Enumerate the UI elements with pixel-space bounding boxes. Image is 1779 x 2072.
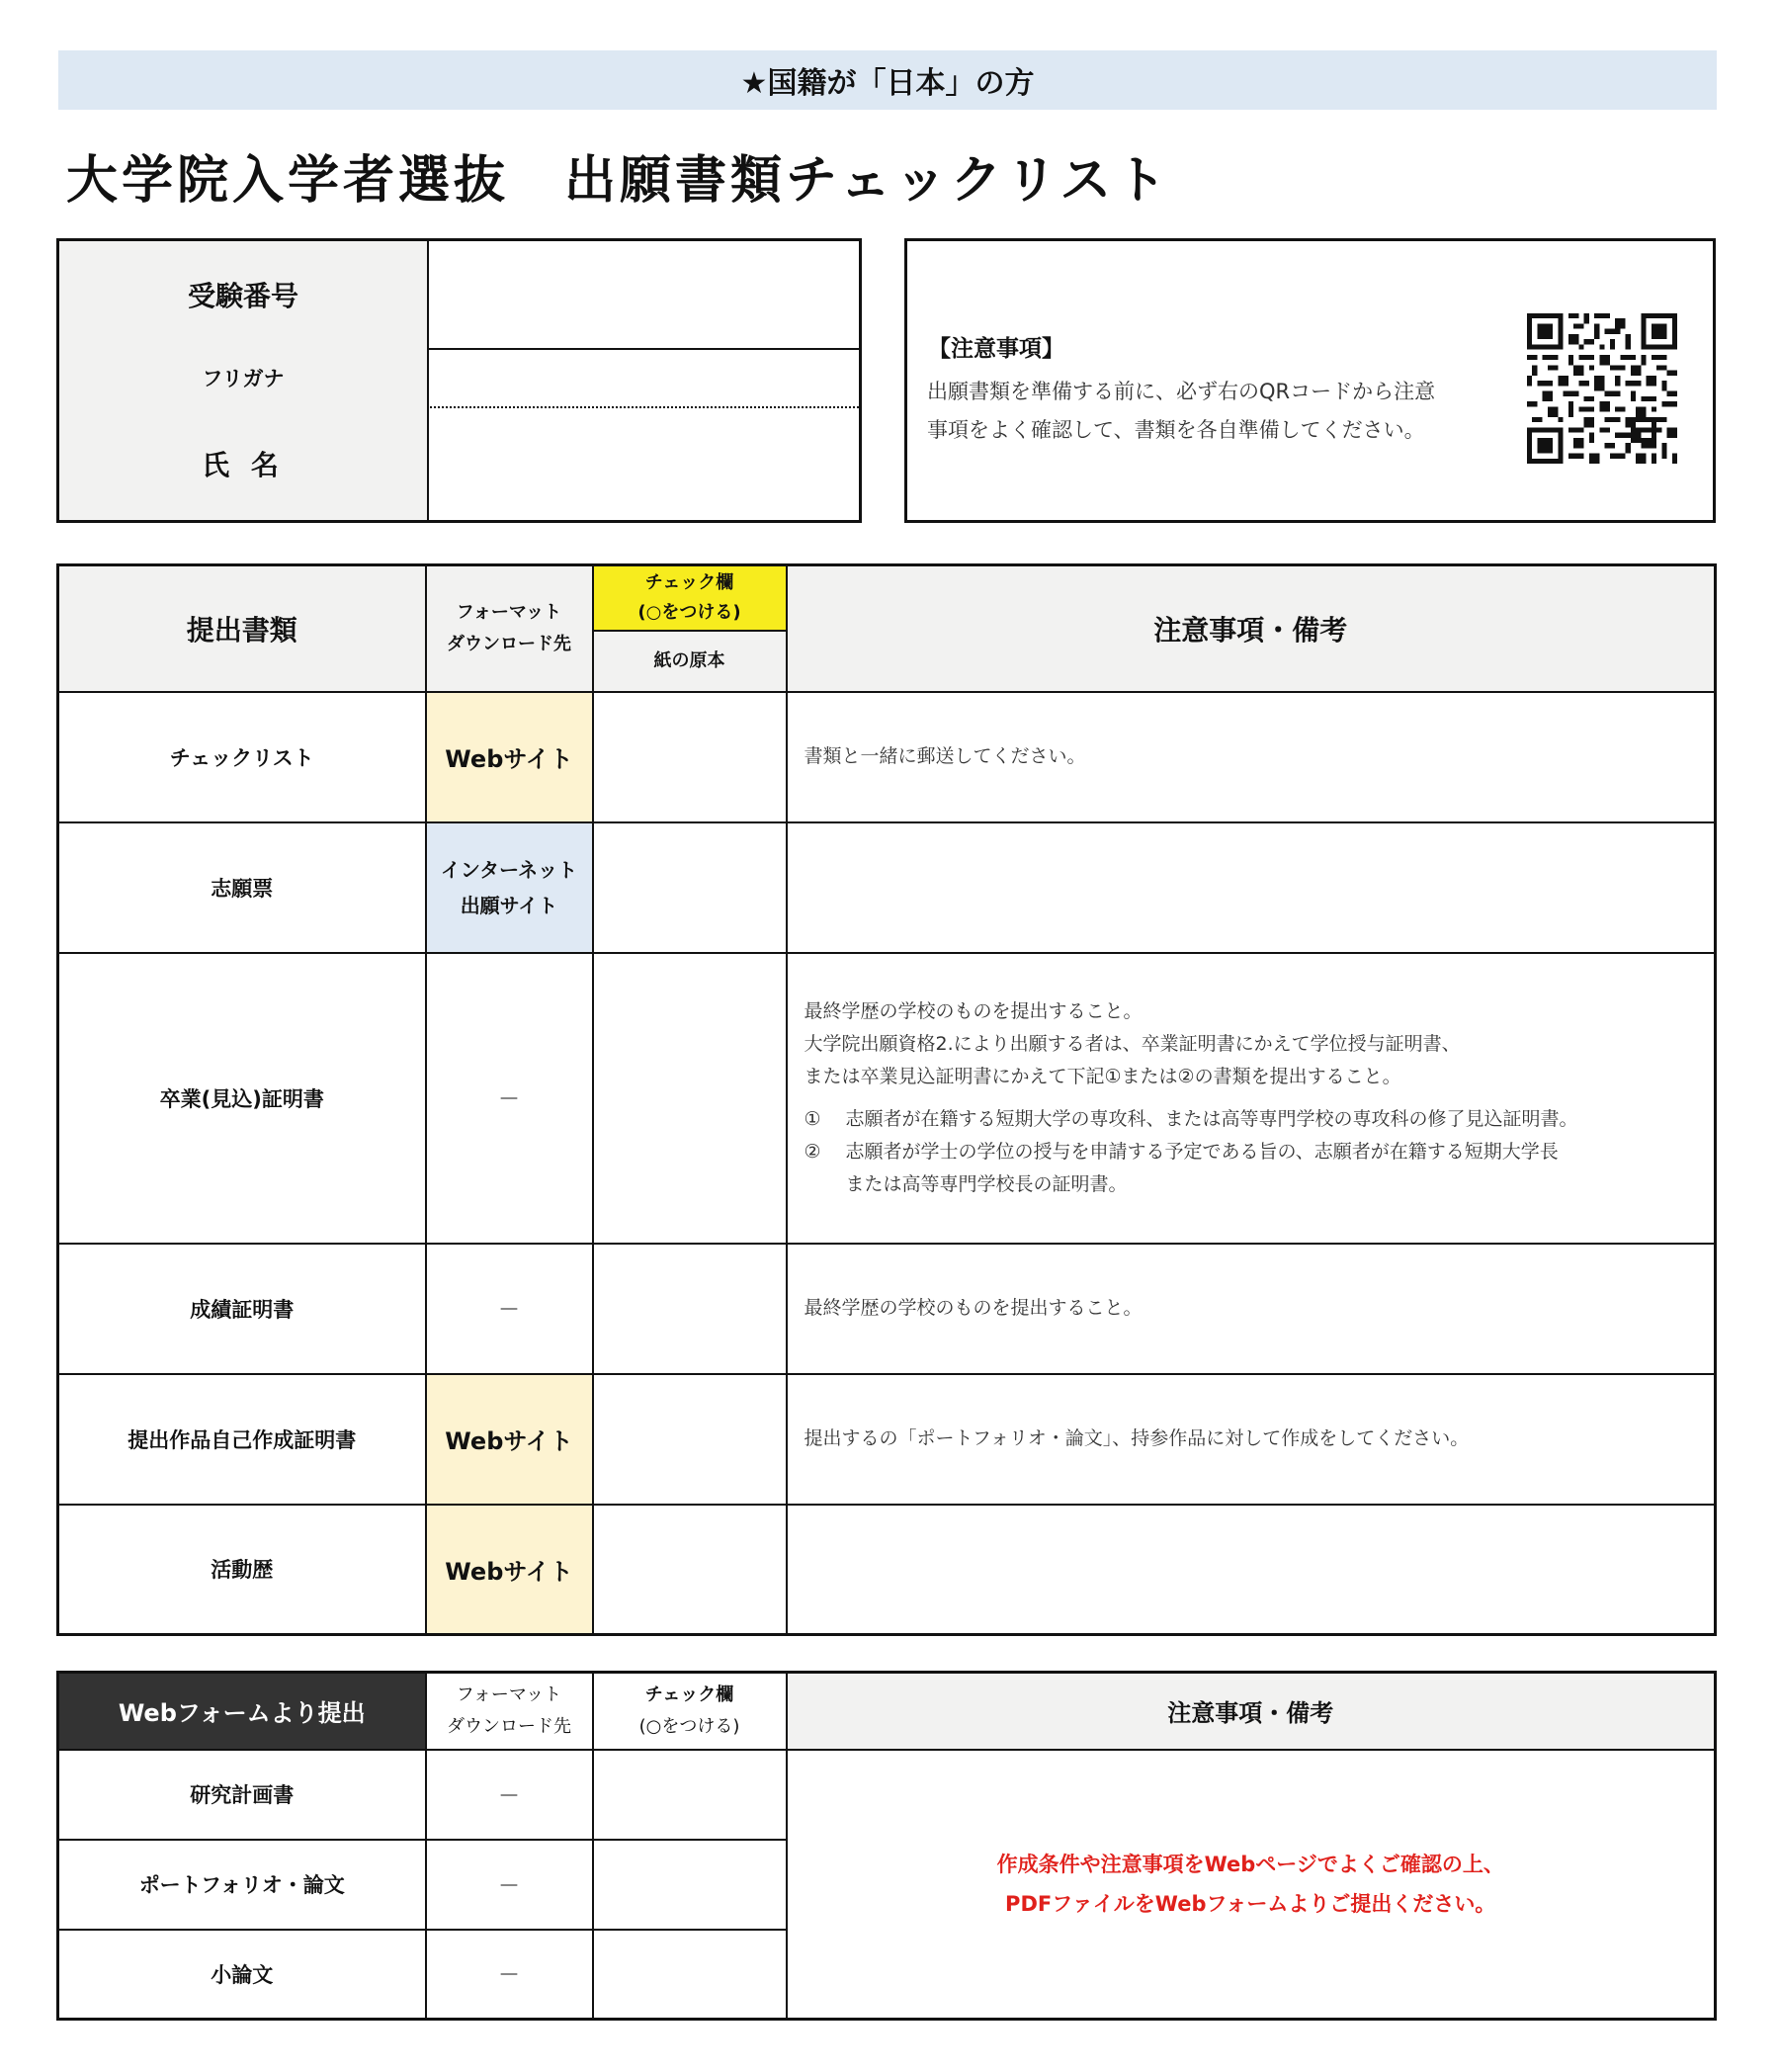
column-header-format [426,1673,593,1750]
column-header-documents: 提出書類 [58,565,426,692]
notice-box [904,238,1716,523]
column-header-check [593,565,787,631]
check-cell[interactable] [593,953,787,1244]
check-cell[interactable] [593,1930,787,2020]
document-name: 志願票 [58,822,426,953]
check-cell[interactable] [593,1374,787,1505]
table-row [58,692,1716,822]
note-cell [787,953,1716,1244]
web-form-note [787,1750,1716,2020]
furigana-label: フリガナ [59,348,429,409]
table-row [58,1750,1716,1840]
document-name: 卒業(見込)証明書 [58,953,426,1244]
format-link[interactable]: Webサイト [426,1505,593,1635]
page-title: 大学院入学者選抜 出願書類チェックリスト [66,151,1171,211]
table-row [58,822,1716,953]
note-line: 大学院出願資格2.により出願する者は、卒業証明書にかえて学位授与証明書、 [804,1032,1461,1055]
format-link[interactable]: Webサイト [426,692,593,822]
document-checklist-table [56,563,1717,1636]
list-text: 志願者が学士の学位の授与を申請する予定である旨の、志願者が在籍する短期大学長 [845,1140,1559,1163]
list-text: 志願者が在籍する短期大学の専攻科、または高等専門学校の専攻科の修了見込証明書。 [845,1107,1578,1130]
table-row [58,1244,1716,1374]
note-cell [787,1505,1716,1635]
format-link-line: 出願サイト [460,893,558,917]
divider [427,348,859,350]
document-name: 小論文 [58,1930,426,2020]
document-name: ポートフォリオ・論文 [58,1840,426,1930]
check-cell[interactable] [593,1840,787,1930]
format-link[interactable] [426,822,593,953]
nationality-banner: ★国籍が「日本」の方 [58,50,1717,110]
column-header-notes: 注意事項・備考 [787,565,1716,692]
column-header-paper-original: 紙の原本 [593,631,787,692]
format-header-line: フォーマット [456,601,562,623]
notice-heading: 【注意事項】 [928,336,1064,362]
dotted-divider [427,406,859,408]
table-row [58,953,1716,1244]
web-form-table [56,1671,1717,2021]
document-name: 提出作品自己作成証明書 [58,1374,426,1505]
column-header-notes: 注意事項・備考 [787,1673,1716,1750]
column-header-format [426,565,593,692]
applicant-info-box [56,238,862,523]
note-cell: 提出するの「ポートフォリオ・論文」、持参作品に対して作成をしてください。 [787,1374,1716,1505]
note-line: 最終学歴の学校のものを提出すること。 [804,999,1143,1022]
notice-line: 事項をよく確認して、書類を各自準備してください。 [927,418,1425,442]
format-link-line: インターネット [440,857,578,882]
exam-number-label: 受験番号 [59,241,429,350]
notice-text [927,373,1510,450]
check-header-line: チェック欄 [644,571,734,593]
table-row [58,1505,1716,1635]
note-cell: 書類と一緒に郵送してください。 [787,692,1716,822]
check-header-line: (○をつける) [637,601,741,623]
note-line: PDFファイルをWebフォームよりご提出ください。 [1005,1891,1496,1916]
format-cell: － [426,1840,593,1930]
check-header-line: (○をつける) [638,1715,740,1737]
check-header-line: チェック欄 [644,1684,734,1705]
list-item [805,1103,1715,1136]
list-item [805,1136,1715,1168]
note-line: 作成条件や注意事項をWebページでよくご確認の上、 [996,1852,1504,1876]
format-link[interactable]: Webサイト [426,1374,593,1505]
qr-code-icon[interactable] [1527,313,1677,464]
format-header-line: フォーマット [456,1684,562,1705]
document-name: チェックリスト [58,692,426,822]
note-cell: 最終学歴の学校のものを提出すること。 [787,1244,1716,1374]
document-name: 成績証明書 [58,1244,426,1374]
column-header-check [593,1673,787,1750]
table-row [58,1374,1716,1505]
note-line: または卒業見込証明書にかえて下記①または②の書類を提出すること。 [804,1065,1401,1087]
list-text: または高等専門学校長の証明書。 [845,1172,1128,1195]
name-label: 氏 名 [59,407,429,520]
format-cell: － [426,1750,593,1840]
format-header-line: ダウンロード先 [447,1715,571,1737]
format-cell: － [426,1930,593,2020]
document-name: 研究計画書 [58,1750,426,1840]
note-list [805,1103,1715,1201]
check-cell[interactable] [593,692,787,822]
check-cell[interactable] [593,822,787,953]
format-cell: － [426,1244,593,1374]
check-cell[interactable] [593,1750,787,1840]
document-name: 活動歴 [58,1505,426,1635]
format-cell: － [426,953,593,1244]
check-cell[interactable] [593,1505,787,1635]
list-number: ② [804,1140,821,1163]
note-cell [787,822,1716,953]
web-form-header: Webフォームより提出 [58,1673,426,1750]
format-header-line: ダウンロード先 [447,633,571,654]
notice-line: 出願書類を準備する前に、必ず右のQRコードから注意 [927,380,1436,403]
check-cell[interactable] [593,1244,787,1374]
list-number: ① [804,1107,821,1130]
